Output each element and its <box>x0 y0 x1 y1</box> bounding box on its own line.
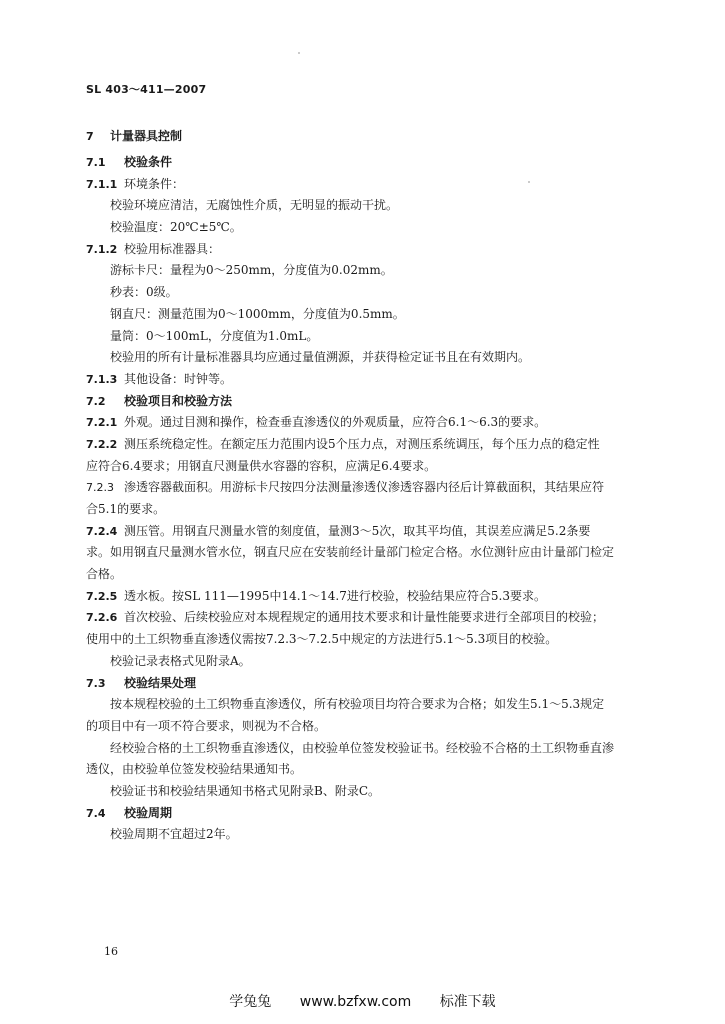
clause-number: 7.2.6 <box>86 611 118 625</box>
section-number: 7 <box>86 130 94 143</box>
clause-number: 7.1.2 <box>86 242 118 256</box>
clause-number: 7.3 <box>86 676 106 690</box>
clause-text: 求。如用钢直尺量测水管水位，钢直尺应在安装前经计量部门检定合格。水位测针应由计量部门检定 <box>86 545 615 560</box>
standard-code-header: SL 403～411—2007 <box>86 83 207 96</box>
text-line <box>86 629 642 651</box>
text-line <box>86 781 642 803</box>
subsection-heading: 校验结果处理 <box>124 675 197 690</box>
clause-text: 合格。 <box>86 567 123 582</box>
clause-line <box>86 477 642 499</box>
clause-number: 7.1.3 <box>86 372 118 386</box>
footer-tagline: 标准下载 <box>439 994 496 1010</box>
clause-line <box>86 369 642 391</box>
text-line <box>86 738 642 760</box>
clause-text: 游标卡尺：量程为0～250mm，分度值为0.02mm。 <box>110 263 393 278</box>
clause-text: 的项目中有一项不符合要求，则视为不合格。 <box>86 718 327 733</box>
clause-text: 校验记录表格式见附录A。 <box>110 653 251 668</box>
text-line <box>86 217 642 239</box>
watermark-footer <box>0 991 725 1011</box>
clause-text: 校验温度：20℃±5℃。 <box>110 220 242 235</box>
page-number: 16 <box>104 945 118 958</box>
clause-text: 其他设备：时钟等。 <box>124 371 233 386</box>
footer-url[interactable]: www.bzfxw.com <box>299 994 412 1010</box>
text-line <box>86 282 642 304</box>
clause-text: 校验用的所有计量标准器具均应通过量值溯源，并获得检定证书且在有效期内。 <box>110 350 531 365</box>
clause-text: 经校验合格的土工织物垂直渗透仪，由校验单位签发校验证书。经校验不合格的土工织物垂直渗 <box>110 740 615 755</box>
clause-text: 校验用标准器具： <box>124 241 221 256</box>
clause-line <box>86 673 642 695</box>
text-line <box>86 759 642 781</box>
clause-text: 首次校验、后续校验应对本规程规定的通用技术要求和计量性能要求进行全部项目的校验； <box>124 610 605 625</box>
clause-text: 透仪，由校验单位签发校验结果通知书。 <box>86 762 303 777</box>
clause-line <box>86 803 642 825</box>
footer-site-name: 学兔兔 <box>229 994 272 1010</box>
clause-text: 外观。通过目测和操作，检查垂直渗透仪的外观质量，应符合6.1～6.3的要求。 <box>124 415 547 430</box>
text-line <box>86 456 642 478</box>
clause-text: 量筒：0～100mL，分度值为1.0mL。 <box>110 328 319 343</box>
clause-text: 测压管。用钢直尺测量水管的刻度值，量测3～5次，取其平均值，其误差应满足5.2条要 <box>124 523 591 538</box>
subsection-heading: 校验条件 <box>124 155 173 169</box>
text-line <box>86 195 642 217</box>
clause-line <box>86 586 642 608</box>
clause-number: 7.2.2 <box>86 437 118 451</box>
section-title <box>86 127 182 144</box>
clause-line <box>86 607 642 629</box>
text-line <box>86 716 642 738</box>
clause-number: 7.2.1 <box>86 416 118 430</box>
clause-text: 渗透容器截面积。用游标卡尺按四分法测量渗透仪渗透容器内径后计算截面积，其结果应符 <box>124 480 605 495</box>
text-line <box>86 542 642 564</box>
clause-number: 7.1 <box>86 156 106 169</box>
clause-text: 合5.1的要求。 <box>86 502 166 516</box>
clause-text: 应符合6.4要求；用钢直尺测量供水容器的容积，应满足6.4要求。 <box>86 458 437 473</box>
subsection-heading: 校验周期 <box>124 805 173 820</box>
text-line <box>86 651 642 673</box>
clause-text: 校验证书和校验结果通知书格式见附录B、附录C。 <box>110 783 381 798</box>
clause-number: 7.4 <box>86 806 106 820</box>
clause-text: 校验环境应清洁，无腐蚀性介质，无明显的振动干扰。 <box>110 198 399 213</box>
clause-text: 透水板。按SL 111—1995中14.1～14.7进行校验，校验结果应符合5.3要求。 <box>124 588 546 603</box>
text-line <box>86 499 642 521</box>
clause-line <box>86 152 642 174</box>
clause-text: 使用中的土工织物垂直渗透仪需按7.2.3～7.2.5中规定的方法进行5.1～5.3项目的校验。 <box>86 632 558 647</box>
clause-text: 按本规程校验的土工织物垂直渗透仪，所有校验项目均符合要求为合格；如发生5.1～5.3规定 <box>110 697 605 712</box>
text-line <box>86 564 642 586</box>
clause-number: 7.2 <box>86 394 106 408</box>
clause-text: 校验周期不宜超过2年。 <box>110 827 238 842</box>
clause-line <box>86 391 642 413</box>
text-line <box>86 694 642 716</box>
scan-speck <box>298 52 300 54</box>
clause-line <box>86 521 642 543</box>
clause-line <box>86 434 642 456</box>
clause-number: 7.1.1 <box>86 177 118 191</box>
clause-line <box>86 412 642 434</box>
clause-line <box>86 239 642 261</box>
clause-text: 测压系统稳定性。在额定压力范围内设5个压力点，对测压系统调压，每个压力点的稳定性 <box>124 436 600 451</box>
clause-text: 秒表：0级。 <box>110 285 178 300</box>
clause-number: 7.2.4 <box>86 524 118 538</box>
document-body <box>86 152 642 846</box>
subsection-heading: 校验项目和校验方法 <box>124 393 233 408</box>
text-line <box>86 260 642 282</box>
clause-number: 7.2.5 <box>86 589 118 603</box>
clause-text: 钢直尺：测量范围为0～1000mm，分度值为0.5mm。 <box>110 306 405 321</box>
text-line <box>86 824 642 846</box>
text-line <box>86 304 642 326</box>
clause-line <box>86 174 642 196</box>
clause-text: 环境条件： <box>124 176 185 191</box>
clause-number: 7.2.3 <box>86 481 114 495</box>
text-line <box>86 347 642 369</box>
text-line <box>86 326 642 348</box>
section-heading: 计量器具控制 <box>110 129 183 143</box>
